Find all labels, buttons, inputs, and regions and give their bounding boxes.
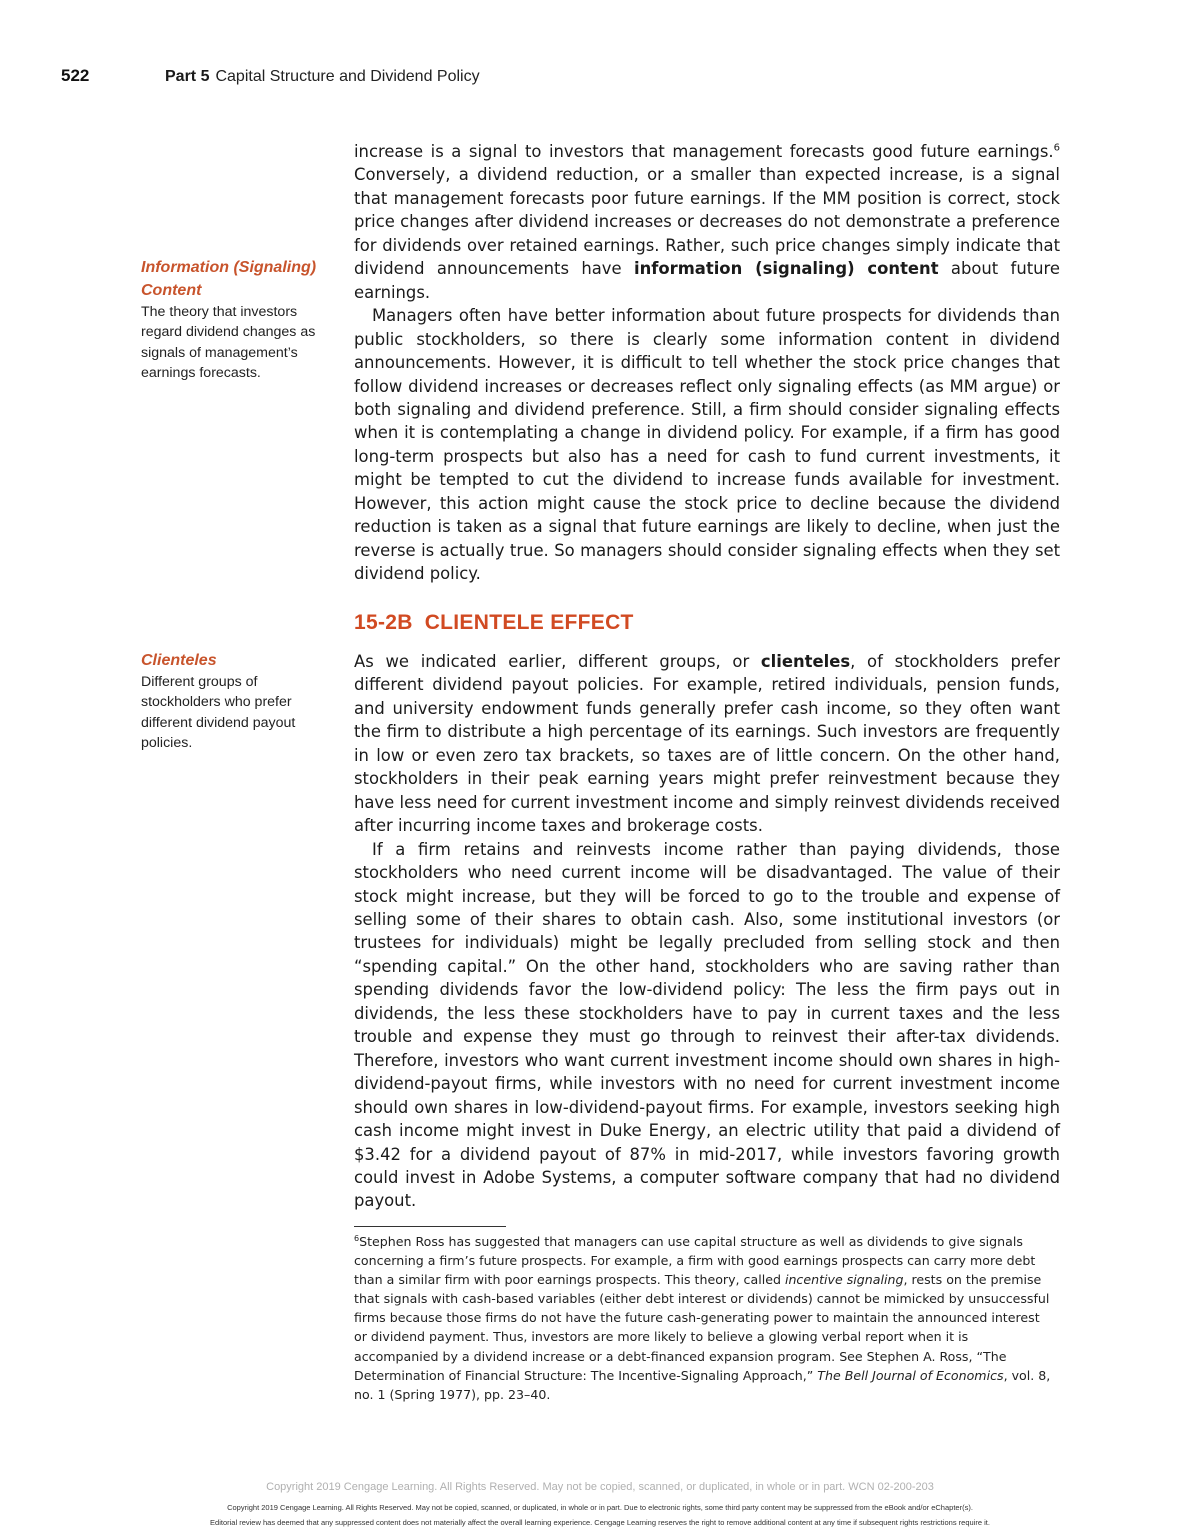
legal-notice-line-2: Editorial review has deemed that any suppressed content does not materially affect the overall learning experience. Cengage Learning reserves the right to remove additional content at any time if subsequent rights restrictions require it. [210, 1518, 990, 1527]
section-heading [354, 611, 634, 635]
body-text-lower [354, 650, 1060, 1213]
footnote: $^6$Stephen Ross has suggested that managers can use capital structure as well as dividends to give signals concerning a firm’s future prospects. For example, a firm with good earnings prospects can carry more debt than a similar firm with poor earnings prospects. This theory, called incentive signaling, rests on the premise that signals with cash-based variables (either debt interest or dividends) cannot be mimicked by unsuccessful firms because those firms do not have the future cash-generating power to maintain the announced interest or dividend payment. Thus, investors are more likely to believe a glowing verbal report when it is accompanied by a dividend increase or a debt-financed expansion program. See Stephen A. Ross, “The Determination of Financial Structure: The Incentive-Signaling Approach,” The Bell Journal of Economics, vol. 8, no. 1 (Spring 1977), pp. 23–40. [354, 1233, 1051, 1402]
part-label: Part 5 [165, 68, 210, 85]
running-header [61, 66, 1061, 94]
key-term-clienteles: clienteles [760, 652, 851, 671]
footnote-divider [354, 1226, 506, 1227]
footnote-marker: 6 [354, 1233, 360, 1243]
key-term-information-content: information (signaling) content [633, 259, 939, 279]
paragraph-retains-income: If a firm retains and reinvests income rather than paying dividends, those stockholders who need current income will be disadvantaged. The value of their stock might increase, but they will be forced to go to the trouble and expense of selling some of their shares to obtain cash. Also, some institutional investors (or trustees for individuals) might be legally precluded from selling stock and then “spending capital.” On the other hand, stockholders who are saving rather than spending dividends favor the low-dividend policy: The less the firm pays out in dividends, the less these stockholders have to pay in current taxes and the less trouble and expense they must go through to reinvest their after-tax dividends. Therefore, investors who want current investment income should own shares in high-dividend-payout firms, while investors with no need for current investment income should own shares in low-dividend-payout firms. For example, investors seeking high cash income might invest in Duke Energy, an electric utility that paid a dividend of $3.42 for a dividend payout of 87% in mid-2017, while investors favoring growth could invest in Adobe Systems, a computer software company that had no dividend payout. [354, 839, 1060, 1211]
footnote-reference[interactable]: 6 [1053, 142, 1060, 154]
page-number: 522 [61, 66, 90, 85]
margin-note-information-content [141, 256, 337, 383]
paragraph-clienteles: As we indicated earlier, different groups, or clienteles, of stockholders prefer different dividend payout policies. For example, retired individuals, pension funds, and university endowment funds generally prefer cash income, so they often want the firm to distribute a high percentage of its earnings. Such investors are frequently in low or even zero tax brackets, so taxes are of little concern. On the other hand, stockholders in their peak earning years might prefer reinvestment because they have less need for current investment income and simply reinvest dividends received after incurring income taxes and brokerage costs. [354, 652, 1060, 836]
journal-title: The Bell Journal of Economics [817, 1367, 1004, 1383]
margin-note-definition: Different groups of stockholders who prefer different dividend payout policies. [141, 674, 296, 751]
margin-note-clienteles [141, 649, 337, 753]
legal-notice-line-1: Copyright 2019 Cengage Learning. All Rights Reserved. May not be copied, scanned, or duplicated, in whole or in part. Due to electronic rights, some third party content may be suppressed from the eBook and/or eChapter(s). [227, 1503, 973, 1512]
section-title: CLIENTELE EFFECT [424, 611, 634, 634]
part-title: Capital Structure and Dividend Policy [215, 68, 480, 85]
margin-note-definition: The theory that investors regard dividend changes as signals of management’s earnings forecasts. [141, 304, 316, 381]
margin-note-term: Information (Signaling) Content [141, 259, 317, 299]
body-text-upper [354, 140, 1060, 586]
copyright-notice: Copyright 2019 Cengage Learning. All Rights Reserved. May not be copied, scanned, or duplicated, in whole or in part. WCN 02-200-203 [266, 1481, 934, 1493]
section-number: 15-2B [354, 611, 413, 634]
paragraph-signaling: increase is a signal to investors that management forecasts good future earnings.$^6$ Conversely, a dividend reduction, or a smaller than expected increase, is a signal that management forecasts poor future earnings. If the MM position is correct, stock price changes after dividend increases or decreases do not demonstrate a preference for dividends over retained earnings. Rather, such price changes simply indicate that dividend announcements have information (signaling) content about future earnings. [354, 142, 1060, 302]
paragraph-managers: Managers often have better information about future prospects for dividends than public stockholders, so there is clearly some information content in dividend announcements. However, it is difficult to tell whether the stock price changes that follow dividend increases or decreases reflect only signaling effects (as MM argue) or both signaling and dividend preference. Still, a firm should consider signaling effects when it is contemplating a change in dividend policy. For example, if a firm has good long-term prospects but also has a need for cash to fund current investments, it might be tempted to cut the dividend to increase funds available for investment. However, this action might cause the stock price to decline because the dividend reduction is taken as a signal that future earnings are likely to decline, when just the reverse is actually true. So managers should consider signaling effects when they set dividend policy. [354, 306, 1060, 584]
margin-note-term: Clienteles [141, 652, 217, 669]
